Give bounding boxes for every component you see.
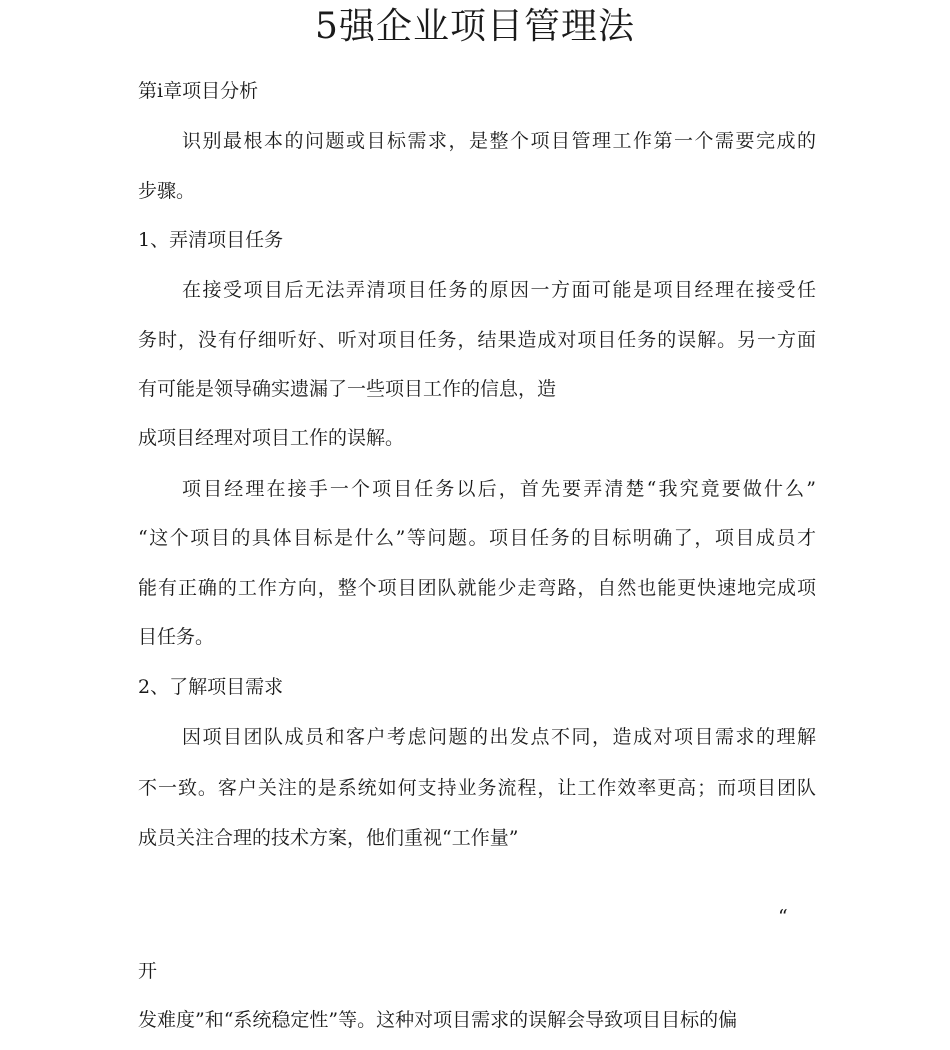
paragraph-line: 不一致。客户关注的是系统如何支持业务流程，让工作效率更高；而项目团队 [138, 777, 816, 799]
paragraph-line: 发难度”和“系统稳定性”等。这种对项目需求的误解会导致项目目标的偏 [138, 1009, 738, 1031]
paragraph-line: 在接受项目后无法弄清项目任务的原因一方面可能是项目经理在接受任 [182, 279, 816, 301]
paragraph-line: 有可能是领导确实遗漏了一些项目工作的信息，造 [138, 378, 557, 400]
paragraph-line: 成员关注合理的技术方案，他们重视“工作量” [138, 827, 519, 849]
section-heading-1: 1、弄清项目任务 [138, 229, 284, 251]
paragraph-line: “这个项目的具体目标是什么”等问题。项目任务的目标明确了，项目成员才 [138, 527, 816, 549]
document-title: 5强企业项目管理法 [315, 6, 635, 47]
section-heading-2: 2、了解项目需求 [138, 676, 284, 698]
paragraph-line: 步骤。 [138, 180, 196, 202]
paragraph-line: 识别最根本的问题或目标需求，是整个项目管理工作第一个需要完成的 [182, 130, 816, 152]
paragraph-line: 目任务。 [138, 626, 215, 648]
paragraph-line: 开 [138, 960, 158, 982]
paragraph-line: 务时，没有仔细听好、听对项目任务，结果造成对项目任务的误解。另一方面 [138, 329, 816, 351]
paragraph-line: 项目经理在接手一个项目任务以后，首先要弄清楚“我究竟要做什么” [182, 478, 816, 500]
paragraph-line: 成项目经理对项目工作的误解。 [138, 427, 405, 449]
paragraph-line: 因项目团队成员和客户考虑问题的出发点不同，造成对项目需求的理解 [182, 726, 816, 748]
paragraph-line: 能有正确的工作方向，整个项目团队就能少走弯路，自然也能更快速地完成项 [138, 577, 816, 599]
chapter-heading: 第i章项目分析 [138, 80, 259, 102]
stray-quote-mark: “ [778, 906, 788, 928]
